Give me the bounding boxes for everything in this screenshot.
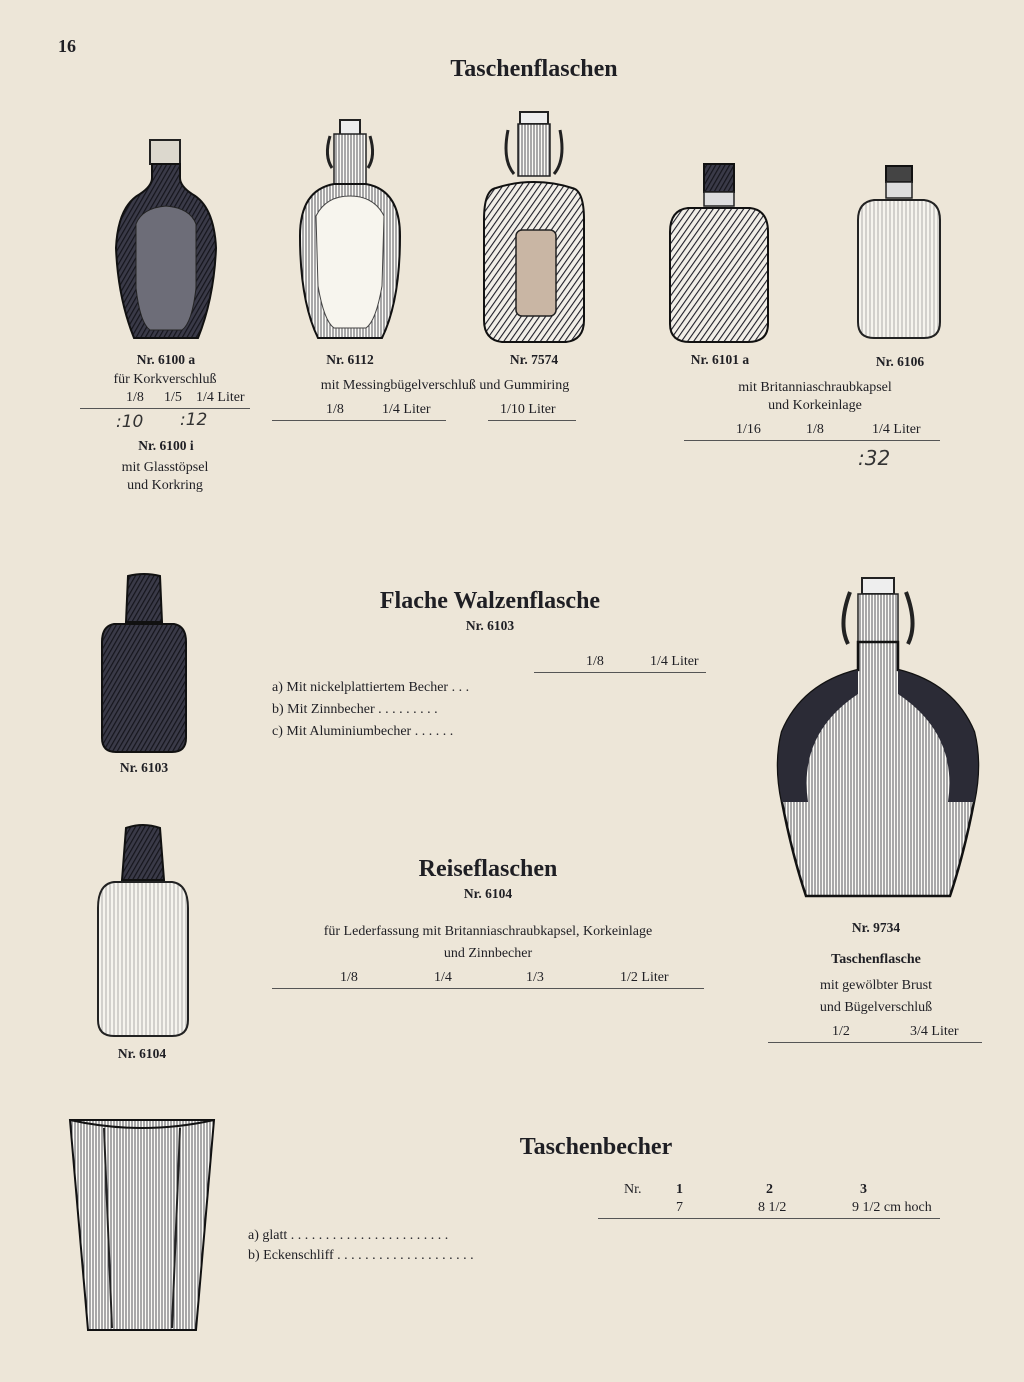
item-desc-6100i-line1: mit Glasstöpsel	[121, 460, 209, 475]
taschenbecher-height-3: 9 1/2 cm hoch	[852, 1200, 932, 1215]
size-9734-2: 3/4 Liter	[910, 1024, 959, 1039]
rule-taschenbecher	[598, 1218, 940, 1219]
bottle-6100a-illustration	[112, 138, 220, 348]
rule-6104	[272, 988, 704, 989]
taschenbecher-height-1: 7	[676, 1200, 683, 1215]
size-6104-3: 1/3	[526, 970, 544, 985]
item-desc-6100i-line2: und Korkring	[127, 478, 203, 493]
item-nr-7574: Nr. 7574	[509, 352, 559, 367]
taschenbecher-nr-2: 2	[766, 1182, 773, 1197]
size-6112-1: 1/8	[326, 402, 344, 417]
bottle-6103-illustration	[100, 572, 188, 754]
size-6103-2: 1/4 Liter	[650, 654, 699, 669]
bottle-6104-illustration	[96, 822, 190, 1040]
taschenbecher-height-2: 8 1/2	[758, 1200, 787, 1215]
handwritten-note-6101a: :32	[858, 446, 891, 470]
item-name-9734: Taschenflasche	[831, 952, 921, 967]
option-6103-a: a) Mit nickelplattiertem Becher . . .	[272, 680, 470, 695]
item-desc-6101a-line1: mit Britanniaschraubkapsel	[738, 380, 892, 395]
size-6112-2: 1/4 Liter	[382, 402, 431, 417]
size-6101a-3: 1/4 Liter	[872, 422, 921, 437]
item-desc-6104-line2: und Zinnbecher	[443, 946, 533, 961]
size-6100a-2: 1/5	[164, 390, 182, 405]
size-6100a-1: 1/8	[126, 390, 144, 405]
taschenbecher-nr-1: 1	[676, 1182, 683, 1197]
section-title-taschenbecher: Taschenbecher	[519, 1134, 673, 1160]
cup-taschenbecher-illustration	[68, 1114, 216, 1334]
rule-6103	[534, 672, 706, 673]
size-6101a-1: 1/16	[736, 422, 761, 437]
item-nr-6106: Nr. 6106	[875, 354, 925, 369]
item-desc-6100a: für Korkverschluß	[113, 372, 217, 387]
item-nr-6101a: Nr. 6101 a	[690, 352, 750, 367]
item-nr-6112: Nr. 6112	[326, 352, 374, 367]
bottle-6112-illustration	[296, 116, 404, 344]
handwritten-note-6100a-1: :10	[116, 412, 144, 432]
size-6104-2: 1/4	[434, 970, 452, 985]
bottle-7574-illustration	[482, 110, 586, 344]
figure-label-6104: Nr. 6104	[117, 1046, 167, 1061]
item-desc-6112-7574: mit Messingbügelverschluß und Gummiring	[320, 378, 570, 393]
size-6100a-3: 1/4 Liter	[196, 390, 245, 405]
size-6104-4: 1/2 Liter	[620, 970, 669, 985]
figure-label-6103: Nr. 6103	[119, 760, 169, 775]
option-taschenbecher-b: b) Eckenschliff . . . . . . . . . . . . . . . . . . . .	[248, 1248, 474, 1263]
taschenbecher-nr-3: 3	[860, 1182, 867, 1197]
item-nr-6100a: Nr. 6100 a	[136, 352, 196, 367]
section-title-taschenflaschen: Taschenflaschen	[450, 56, 618, 82]
size-6101a-2: 1/8	[806, 422, 824, 437]
section-nr-6104: Nr. 6104	[463, 886, 513, 901]
size-7574-1: 1/10 Liter	[500, 402, 556, 417]
section-title-flache-walzenflasche: Flache Walzenflasche	[379, 588, 601, 614]
size-6103-1: 1/8	[586, 654, 604, 669]
item-nr-6100i: Nr. 6100 i	[138, 438, 194, 453]
section-title-reiseflaschen: Reiseflaschen	[418, 856, 558, 882]
rule-9734	[768, 1042, 982, 1043]
item-nr-9734: Nr. 9734	[851, 920, 901, 935]
handwritten-note-6100a-2: :12	[180, 410, 208, 430]
item-desc-9734-line2: und Bügelverschluß	[819, 1000, 933, 1015]
size-6104-1: 1/8	[340, 970, 358, 985]
option-6103-b: b) Mit Zinnbecher . . . . . . . . .	[272, 702, 438, 717]
item-desc-9734-line1: mit gewölbter Brust	[820, 978, 932, 993]
rule-6100a	[80, 408, 250, 409]
option-taschenbecher-a: a) glatt . . . . . . . . . . . . . . . . . . . . . . .	[248, 1228, 449, 1243]
item-desc-6101a-line2: und Korkeinlage	[768, 398, 862, 413]
page-number: 16	[58, 36, 76, 56]
rule-6101a	[684, 440, 940, 441]
bottle-9734-illustration	[772, 574, 984, 914]
rule-6112	[272, 420, 446, 421]
item-desc-6104-line1: für Lederfassung mit Britanniaschraubkapsel, Korkeinlage	[323, 924, 653, 939]
option-6103-c: c) Mit Aluminiumbecher . . . . . .	[272, 724, 454, 739]
size-9734-1: 1/2	[832, 1024, 850, 1039]
rule-7574	[488, 420, 576, 421]
bottle-6106-illustration	[856, 164, 942, 340]
section-nr-6103: Nr. 6103	[465, 618, 515, 633]
bottle-6101a-illustration	[666, 162, 772, 344]
taschenbecher-nr-label: Nr.	[624, 1182, 642, 1197]
